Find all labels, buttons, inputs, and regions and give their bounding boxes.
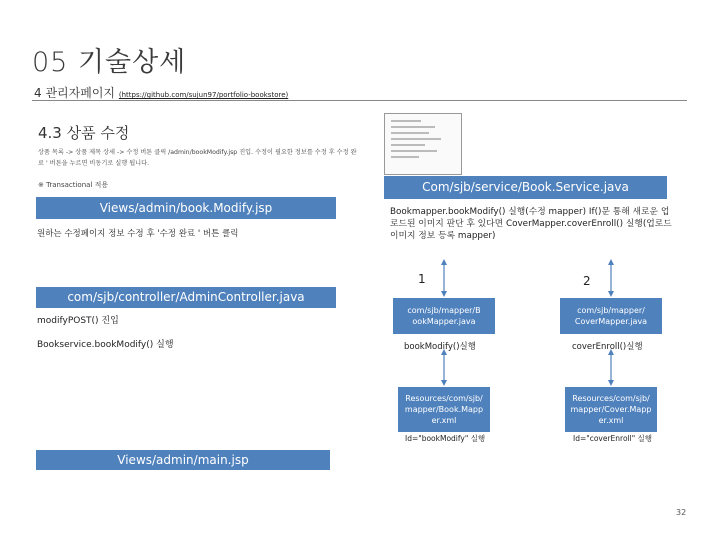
cover-enroll-id: Id="coverEnroll" 실행 (573, 434, 653, 443)
book-mapper-xml-box: Resources/com/sjb/ mapper/Book.Mapp er.xml (398, 387, 490, 432)
branch-number-1: 1 (418, 272, 426, 286)
view-modify-text: 원하는 수정페이지 정보 수정 후 '수정 완료 ' 버튼 클릭 (37, 229, 239, 239)
github-link[interactable]: (https://github.com/sujun97/portfolio-bookstore) (118, 91, 289, 99)
book-modify-id: Id="bookModify" 실행 (405, 434, 486, 443)
cover-mapper-box: com/sjb/mapper/ CoverMapper.java (560, 298, 662, 334)
section-description: 상품 목록 -> 상품 제목 상세 -> 수정 버튼 클릭 /admin/bookModify.jsp 진입. 수정이 필요한 정보를 수정 후 수정 완료 ' 버튼을 누르면 비동기로 실행 됩니다. (38, 149, 357, 167)
service-text: Bookmapper.bookModify() 실행(수정 mapper) If()문 통해 새로운 업로드된 이미지 판단 후 있다면 CoverMapper.coverEnroll() 실행(업로드 이미지 정보 등록 mapper) (390, 207, 672, 241)
cover-mapper-xml-box: Resources/com/sjb/ mapper/Cover.Mapp er.xml (565, 387, 657, 432)
service-banner: Com/sjb/service/Book.Service.java (384, 176, 667, 199)
book-mapper-box: com/sjb/mapper/B ookMapper.java (393, 298, 495, 334)
page-title: 05 기술상세 (32, 47, 187, 78)
subtitle-prefix: 4 관리자페이지 (34, 86, 116, 100)
cover-enroll-method: coverEnroll()실행 (572, 342, 643, 352)
controller-line-1: modifyPOST() 진입 (37, 316, 119, 326)
book-modify-method: bookModify()실행 (404, 342, 476, 352)
transactional-note: ※ Transactional 적용 (38, 181, 109, 189)
page-number: 32 (676, 508, 687, 517)
controller-banner: com/sjb/controller/AdminController.java (36, 287, 336, 308)
branch-number-2: 2 (583, 274, 591, 288)
section-title: 4.3 상품 수정 (38, 124, 130, 142)
view-modify-banner: Views/admin/book.Modify.jsp (36, 197, 336, 219)
controller-line-2: Bookservice.bookModify() 실행 (37, 340, 174, 350)
view-main-banner: Views/admin/main.jsp (36, 450, 330, 470)
